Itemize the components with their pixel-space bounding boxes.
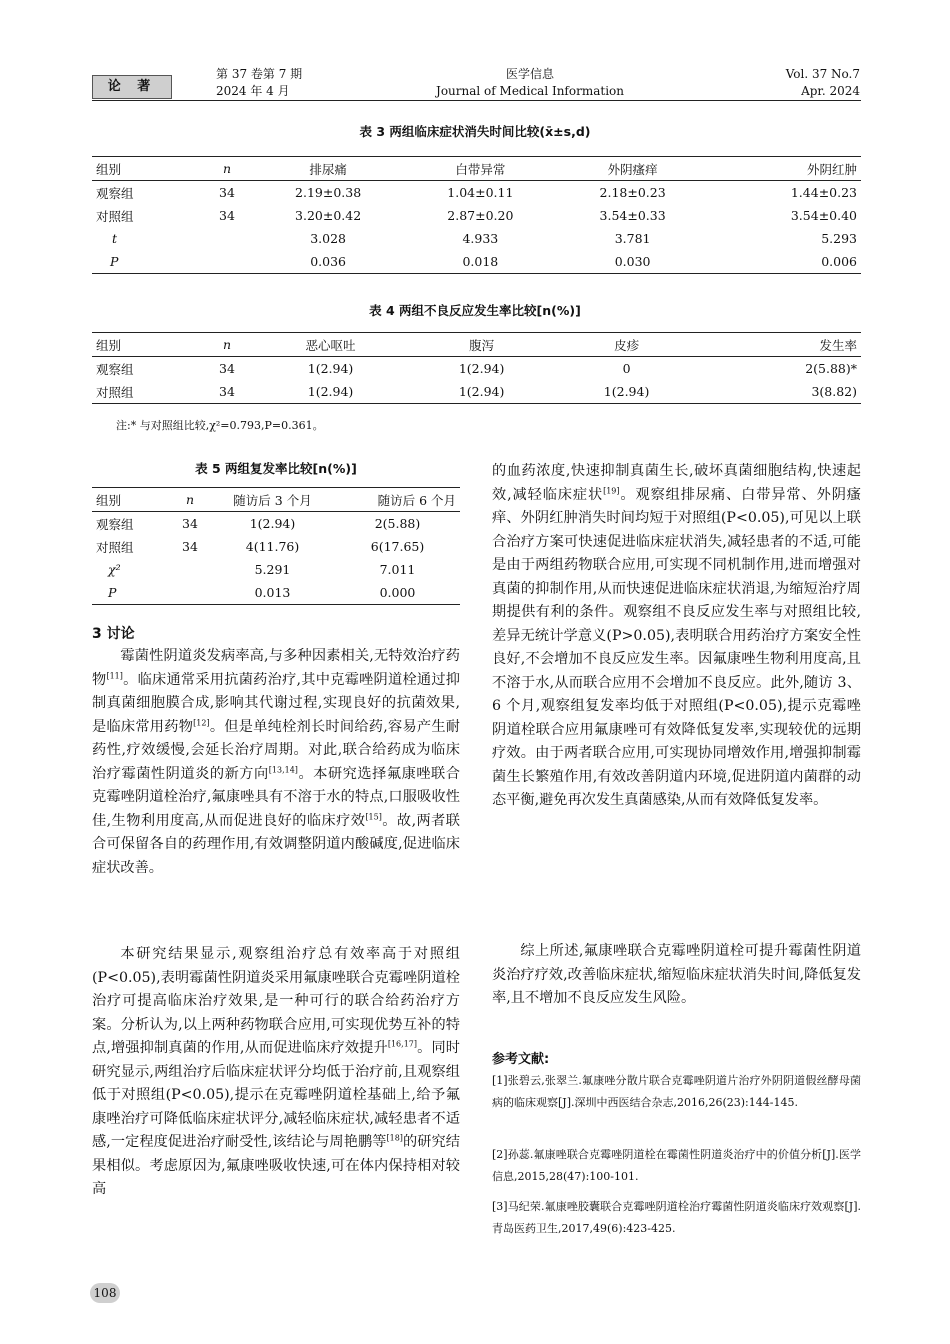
references-heading: 参考文献: <box>492 1052 550 1067</box>
table3-header: n <box>222 161 232 176</box>
table-cell: 观察组 <box>96 361 134 377</box>
table-cell: P <box>108 585 117 600</box>
table-cell <box>170 558 210 581</box>
table-row <box>92 181 861 205</box>
table-row <box>92 581 460 605</box>
section-heading-discussion: 3 讨论 <box>92 626 135 642</box>
table-cell: 0.000 <box>379 585 416 600</box>
table-row <box>92 204 861 227</box>
table-cell: 34 <box>182 539 198 554</box>
table4-header: 皮疹 <box>614 337 640 353</box>
citation-marker: [18] <box>386 1133 403 1143</box>
table-cell: 3.20±0.42 <box>295 208 362 223</box>
table-cell: 34 <box>182 516 198 531</box>
table-cell: 2(5.88)* <box>805 361 857 376</box>
citation-marker: [12] <box>193 717 210 727</box>
citation-marker: [19] <box>603 485 620 495</box>
table4-header: 腹泻 <box>469 337 495 353</box>
table-cell <box>202 227 252 250</box>
table5-header-row <box>92 488 460 512</box>
issue-date-cn: 2024 年 4 月 <box>216 84 290 98</box>
table-cell: P <box>110 254 119 269</box>
table-cell: 1.44±0.23 <box>790 185 857 200</box>
table-cell: 3.028 <box>310 231 347 246</box>
table-cell: 1(2.94) <box>603 384 650 399</box>
table-cell: 1(2.94) <box>307 361 354 376</box>
table-cell: 1(2.94) <box>458 361 505 376</box>
table5-header: n <box>185 492 195 507</box>
body-paragraph: 综上所述,氟康唑联合克霉唑阴道栓可提升霉菌性阴道炎治疗疗效,改善临床症状,缩短临床症状消失时间,降低复发率,且不增加不良反应发生风险。 <box>492 943 861 1006</box>
table3-header-row <box>92 157 861 181</box>
table-cell: 34 <box>219 384 235 399</box>
table-cell: 34 <box>219 208 235 223</box>
table5 <box>92 487 460 605</box>
table-cell: 1(2.94) <box>249 516 296 531</box>
table-row <box>92 357 861 381</box>
body-paragraph: 霉菌性阴道炎发病率高,与多种因素相关,无特效治疗药物[11]。临床通常采用抗菌药治疗,其中克霉唑阴道栓通过抑制真菌细胞膜合成,影响其代谢过程,实现良好的抗菌效果,是临床常用药物[12]。但是单纯栓剂长时间给药,容易产生耐药性,疗效缓慢,会延长治疗周期。对此,联合给药成为临床治疗霉菌性阴道炎的新方向[13,14]。本研究选择氟康唑联合克霉唑阴道栓治疗,氟康唑具有不溶于水的特点,口服吸收性佳,生物利用度高,从而促进良好的临床疗效[15]。故,两者联合可保留各自的药理作用,有效调整阴道内酸碱度,促进临床症状改善。 <box>92 648 460 876</box>
body-paragraph: 本研究结果显示,观察组治疗总有效率高于对照组(P<0.05),表明霉菌性阴道炎采用氟康唑联合克霉唑阴道栓治疗可提高临床治疗效果,是一种可行的联合给药治疗方案。分析认为,以上两种药物联合应用,可实现优势互补的特点,增强抑制真菌的作用,从而促进临床疗效提升[16,17]。同时研究显示,两组治疗后临床症状评分均低于治疗前,且观察组低于对照组(P<0.05),提示在克霉唑阴道栓基础上,给予氟康唑治疗可降低临床症状评分,减轻临床症状,减轻患者不适感,一定程度促进治疗耐受性,该结论与周艳鹏等[18]的研究结果相似。考虑原因为,氟康唑吸收快速,可在体内保持相对较高 <box>92 946 460 1197</box>
citation-marker: [11] <box>106 670 123 680</box>
journal-title-cn: 医学信息 <box>505 67 554 81</box>
table3-caption: 表 3 两组临床症状消失时间比较(x̄±s,d) <box>359 124 591 139</box>
table4-header: 发生率 <box>819 337 857 353</box>
table-cell: 4.933 <box>462 231 499 246</box>
table-cell: χ² <box>108 562 121 577</box>
table-cell: 1(2.94) <box>458 384 505 399</box>
table-cell: 6(17.65) <box>370 539 425 554</box>
table-cell: 观察组 <box>96 516 134 532</box>
table5-caption: 表 5 两组复发率比较[n(%)] <box>195 461 357 476</box>
table-cell: 2.19±0.38 <box>295 185 362 200</box>
table-cell <box>170 581 210 605</box>
table3-header: 外阴瘙痒 <box>607 161 658 177</box>
table-cell: 对照组 <box>96 384 134 400</box>
table-cell: 1(2.94) <box>307 384 354 399</box>
table3-header: 白带异常 <box>455 161 506 177</box>
table-cell: 0.030 <box>614 254 651 269</box>
issue-volume: 第 37 卷第 7 期 <box>216 67 303 81</box>
table4-caption: 表 4 两组不良反应发生率比较[n(%)] <box>369 303 581 318</box>
table-cell: 2.18±0.23 <box>599 185 666 200</box>
table-cell: 3(8.82) <box>811 384 857 399</box>
table5-header: 组别 <box>96 492 122 508</box>
table-row <box>92 227 861 250</box>
journal-title-en: Journal of Medical Information <box>436 84 624 98</box>
table-cell: 1.04±0.11 <box>447 185 514 200</box>
body-paragraph: 的血药浓度,快速抑制真菌生长,破坏真菌细胞结构,快速起效,减轻临床症状[19]。观察组排尿痛、白带异常、外阴瘙痒、外阴红肿消失时间均短于对照组(P<0.05),可见以上联合治疗方案可快速促进临床症状消失,减轻患者的不适,可能是由于两组药物联合应用,可实现不同机制作用,进而增强对真菌的抑制作用,从而快速促进临床症状消退,为缩短治疗周期提供有利的条件。观察组不良反应发生率与对照组比较,差异无统计学意义(P>0.05),表明联合用药治疗方案安全性良好,不会增加不良反应发生率。因氟康唑生物利用度高,且不溶于水,从而联合应用不会增加不良反应。此外,随访 3、6 个月,观察组复发率均低于对照组(P<0.05),提示克霉唑阴道栓联合应用氟康唑可有效降低复发率,实现较优的远期疗效。由于两者联合应用,可实现协同增效作用,增强抑制霉菌生长繁殖作用,有效改善阴道内环境,促进阴道内菌群的动态平衡,避免再次发生真菌感染,从而有效降低复发率。 <box>492 463 861 808</box>
table-cell: 0.006 <box>821 254 857 269</box>
table-cell: 4(11.76) <box>245 539 300 554</box>
table4-header: 组别 <box>96 337 122 353</box>
table-cell: 0 <box>622 361 631 376</box>
table3-header: 排尿痛 <box>309 161 347 177</box>
table5-header: 随访后 3 个月 <box>233 492 312 508</box>
table-cell: 0.013 <box>254 585 291 600</box>
table-cell: 0.036 <box>310 254 347 269</box>
citation-marker: [13,14] <box>268 764 298 774</box>
table4-note: 注:* 与对照组比较,χ²=0.793,P=0.361。 <box>116 419 324 432</box>
table-cell: 2.87±0.20 <box>447 208 514 223</box>
table-cell <box>202 250 252 274</box>
section-tag: 论 著 <box>92 75 172 99</box>
table-cell: 观察组 <box>96 185 134 201</box>
table-row <box>92 512 460 536</box>
table-cell: 对照组 <box>96 539 134 555</box>
table4 <box>92 332 861 404</box>
table-cell: 7.011 <box>379 562 416 577</box>
table4-header-row <box>92 333 861 357</box>
table-cell: 3.781 <box>614 231 651 246</box>
table-cell: t <box>112 231 118 246</box>
reference-item: [2]孙蕊.氟康唑联合克霉唑阴道栓在霉菌性阴道炎治疗中的价值分析[J].医学信息,2015,28(47):100-101. <box>492 1148 861 1183</box>
table-row <box>92 535 460 558</box>
table-cell: 2(5.88) <box>374 516 421 531</box>
table-cell: 5.293 <box>821 231 857 246</box>
table-cell: 0.018 <box>462 254 499 269</box>
table-cell: 对照组 <box>96 208 134 224</box>
table3 <box>92 156 861 274</box>
table-cell: 3.54±0.40 <box>790 208 857 223</box>
table-cell: 5.291 <box>254 562 291 577</box>
page-number: 108 <box>90 1283 120 1303</box>
table-cell: 34 <box>219 185 235 200</box>
header-rule <box>92 100 861 101</box>
date-en: Apr. 2024 <box>801 84 860 98</box>
reference-item: [1]张碧云,张翠兰.氟康唑分散片联合克霉唑阴道片治疗外阴阴道假丝酵母菌病的临床观察[J].深圳中西医结合杂志,2016,26(23):144-145. <box>492 1074 861 1109</box>
table5-header: 随访后 6 个月 <box>377 492 456 508</box>
table-row <box>92 250 861 274</box>
table-cell: 34 <box>219 361 235 376</box>
table3-header: 外阴红肿 <box>806 161 857 177</box>
table-row <box>92 380 861 404</box>
table-row <box>92 558 460 581</box>
table4-header: 恶心呕吐 <box>305 337 356 353</box>
table4-header: n <box>222 337 232 352</box>
citation-marker: [15] <box>365 811 382 821</box>
table-cell: 3.54±0.33 <box>599 208 666 223</box>
volume-en: Vol. 37 No.7 <box>785 67 860 81</box>
table3-header: 组别 <box>96 161 122 177</box>
reference-item: [3]马纪荣.氟康唑胶囊联合克霉唑阴道栓治疗霉菌性阴道炎临床疗效观察[J].青岛医药卫生,2017,49(6):423-425. <box>492 1200 861 1235</box>
citation-marker: [16,17] <box>387 1039 417 1049</box>
